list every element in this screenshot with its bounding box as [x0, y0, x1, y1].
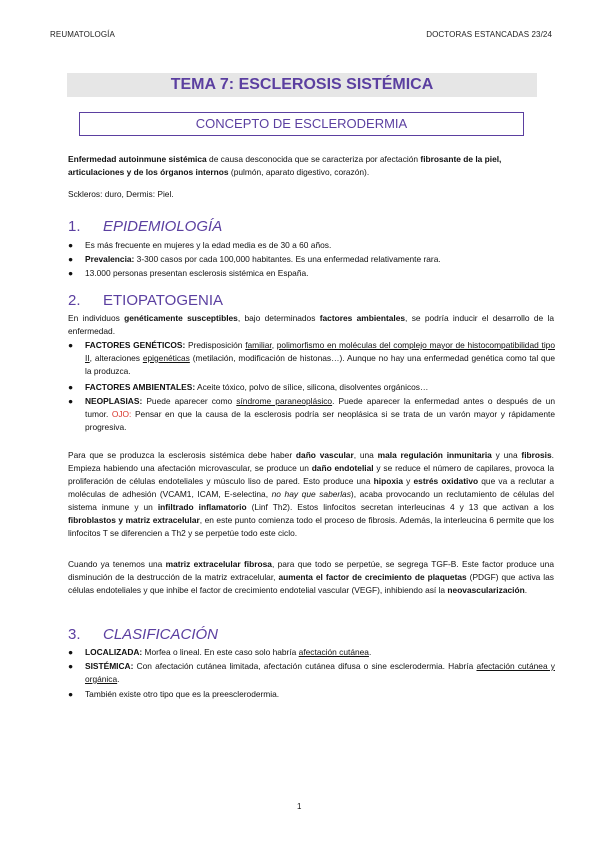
- bullet-text: Es más frecuente en mujeres y la edad media es de 30 a 60 años.: [85, 240, 332, 250]
- section-1-title: EPIDEMIOLOGÍA: [103, 218, 223, 235]
- section-2-title: ETIOPATOGENIA: [103, 292, 224, 309]
- text-run: , para que todo se perpetúe, se segrega TGF-B. Este factor produce una disminución de la destrucción de la matriz extracelular,: [68, 559, 554, 582]
- text-run: Cuando ya tenemos una: [68, 559, 166, 569]
- bullet-icon: ●: [68, 661, 74, 671]
- bold-run: genéticamente susceptibles: [124, 313, 238, 323]
- bold-run: neovascularización: [447, 585, 525, 595]
- mechanism-paragraph: [68, 449, 554, 540]
- section-2-heading: [68, 292, 223, 309]
- text-run: .: [368, 647, 372, 657]
- warning-label: OJO:: [111, 409, 132, 419]
- bullet-icon: ●: [68, 647, 74, 657]
- systemic-label: SISTÉMICA:: [85, 661, 134, 671]
- section-1-number: 1.: [68, 218, 81, 235]
- localized-label: LOCALIZADA:: [85, 647, 143, 657]
- bold-run: estrés oxidativo: [413, 476, 479, 486]
- header-course: DOCTORAS ESTANCADAS 23/24: [426, 30, 552, 39]
- header-subject: REUMATOLOGÍA: [50, 30, 115, 39]
- bullet-icon: ●: [68, 240, 74, 250]
- bullet-icon: ●: [68, 268, 74, 278]
- environmental-factors-label: FACTORES AMBIENTALES:: [85, 382, 196, 392]
- underlined-run: polimorfismo en moléculas del complejo mayor de histocompatibilidad tipo II: [85, 340, 555, 363]
- bullet-icon: ●: [68, 689, 74, 699]
- text-run: (metilación, modificación de histonas…). Aunque no hay una enfermedad genética como tal que la produzca.: [85, 353, 556, 376]
- etymology-line: Sckleros: duro, Dermis: Piel.: [68, 189, 174, 199]
- section-3-title: CLASIFICACIÓN: [103, 626, 219, 643]
- prevalence-text: 3-300 casos por cada 100,000 habitantes. Es una enfermedad relativamente rara.: [134, 254, 441, 264]
- tgf-paragraph: [68, 558, 554, 597]
- page-number: 1: [297, 802, 302, 811]
- concept-heading: CONCEPTO DE ESCLERODERMIA: [79, 112, 524, 136]
- text-run: y: [402, 476, 414, 486]
- bullet-icon: ●: [68, 382, 74, 392]
- bullet-icon: ●: [68, 396, 74, 406]
- neoplasias-label: NEOPLASIAS:: [85, 396, 143, 406]
- text-run: (PDGF) que activa las células endoteliales y que inhibe el factor de crecimiento endotelial vascular (VEGF), inhibiendo así la: [68, 572, 554, 595]
- section-2-number: 2.: [68, 292, 81, 309]
- bullet-text: 13.000 personas presentan esclerosis sistémica en España.: [85, 268, 309, 278]
- underlined-run: afectación cutánea y orgánica: [85, 661, 555, 684]
- bold-run: daño vascular: [295, 450, 354, 460]
- text-run: .: [524, 585, 528, 595]
- text-run: ,: [271, 340, 277, 350]
- underlined-run: síndrome paraneoplásico: [236, 396, 333, 406]
- text-run: y una: [491, 450, 522, 460]
- bold-run: infiltrado inflamatorio: [157, 502, 247, 512]
- text-run: que va a reclutar a moléculas de adhesión (VCAM1, ICAM, E-selectina,: [68, 476, 554, 499]
- text-run: .: [117, 674, 120, 684]
- bold-run: fibrosis: [521, 450, 552, 460]
- text-run: (Linf Th2). Estos linfocitos secretan interleucinas 4 y 13 que activan a los: [246, 502, 554, 512]
- text-run: Morfea o lineal. En este caso solo habría: [142, 647, 299, 657]
- underlined-run: familiar: [245, 340, 272, 350]
- text-run: , una: [353, 450, 378, 460]
- text-run: ), acaba provocando un reclutamiento de células del sistema inmune y un: [68, 489, 554, 512]
- text-run: , bajo determinados: [237, 313, 320, 323]
- text-run: Con afectación cutánea limitada, afectación cutánea difusa o sine esclerodermia. Habría: [133, 661, 477, 671]
- page-title: TEMA 7: ESCLEROSIS SISTÉMICA: [67, 73, 537, 97]
- section-3-number: 3.: [68, 626, 81, 643]
- bold-run: matriz extracelular fibrosa: [165, 559, 272, 569]
- intro-bold-2: fibrosante de la piel, articulaciones y de los órganos internos: [68, 154, 502, 177]
- bold-run: mala regulación inmunitaria: [377, 450, 492, 460]
- intro-text-2: (pulmón, aparato digestivo, corazón).: [228, 167, 370, 177]
- text-run: . Puede aparecer la enfermedad antes o después de un tumor.: [85, 396, 555, 419]
- intro-paragraph: [68, 153, 554, 179]
- italic-run: no hay que saberlas: [271, 489, 351, 499]
- bold-run: fibroblastos y matriz extracelular: [68, 515, 200, 525]
- prevalence-label: Prevalencia:: [85, 254, 135, 264]
- underlined-run: epigenéticas: [142, 353, 190, 363]
- bold-run: factores ambientales: [319, 313, 406, 323]
- genetic-factors-label: FACTORES GENÉTICOS:: [85, 340, 186, 350]
- text-run: Aceite tóxico, polvo de sílice, silicona, disolventes orgánicos…: [195, 382, 429, 392]
- text-run: Para que se produzca la esclerosis sistémica debe haber: [68, 450, 296, 460]
- text-run: Pensar en que la causa de la esclerosis podría ser neoplásica si se trata de un varón mayor y rápidamente progresiva.: [85, 409, 555, 432]
- section-3-heading: [68, 626, 218, 643]
- bold-run: aumenta el factor de crecimiento de plaquetas: [278, 572, 467, 582]
- text-run: Predisposición: [185, 340, 246, 350]
- bold-run: hipoxia: [373, 476, 403, 486]
- intro-bold-1: Enfermedad autoinmune sistémica: [68, 154, 207, 164]
- text-run: . Empieza habiendo una afectación microvascular, se produce un: [68, 450, 554, 473]
- bullet-text: También existe otro tipo que es la preesclerodermia.: [85, 689, 280, 699]
- text-run: Puede aparecer como: [142, 396, 237, 406]
- text-run: , se podría inducir el desarrollo de la enfermedad.: [68, 313, 554, 336]
- bullet-icon: ●: [68, 254, 74, 264]
- text-run: y se reduce el número de capilares, provoca la proliferación de células endoteliales y músculo liso de pared. Esto produce una: [68, 463, 554, 486]
- intro-text-1: de causa desconocida que se caracteriza por afectación: [206, 154, 421, 164]
- text-run: , en este punto comienza todo el proceso de fibrosis. Además, la interleucina 6 permite que los linfocitos T se diferencien a Th2 y se perpetúe todo este ciclo.: [68, 515, 554, 538]
- underlined-run: afectación cutánea: [298, 647, 369, 657]
- bullet-icon: ●: [68, 340, 74, 350]
- bold-run: daño endotelial: [311, 463, 374, 473]
- text-run: , alteraciones: [89, 353, 143, 363]
- section-1-heading: [68, 218, 222, 235]
- etiopathogenesis-intro: [68, 312, 554, 338]
- text-run: En individuos: [68, 313, 125, 323]
